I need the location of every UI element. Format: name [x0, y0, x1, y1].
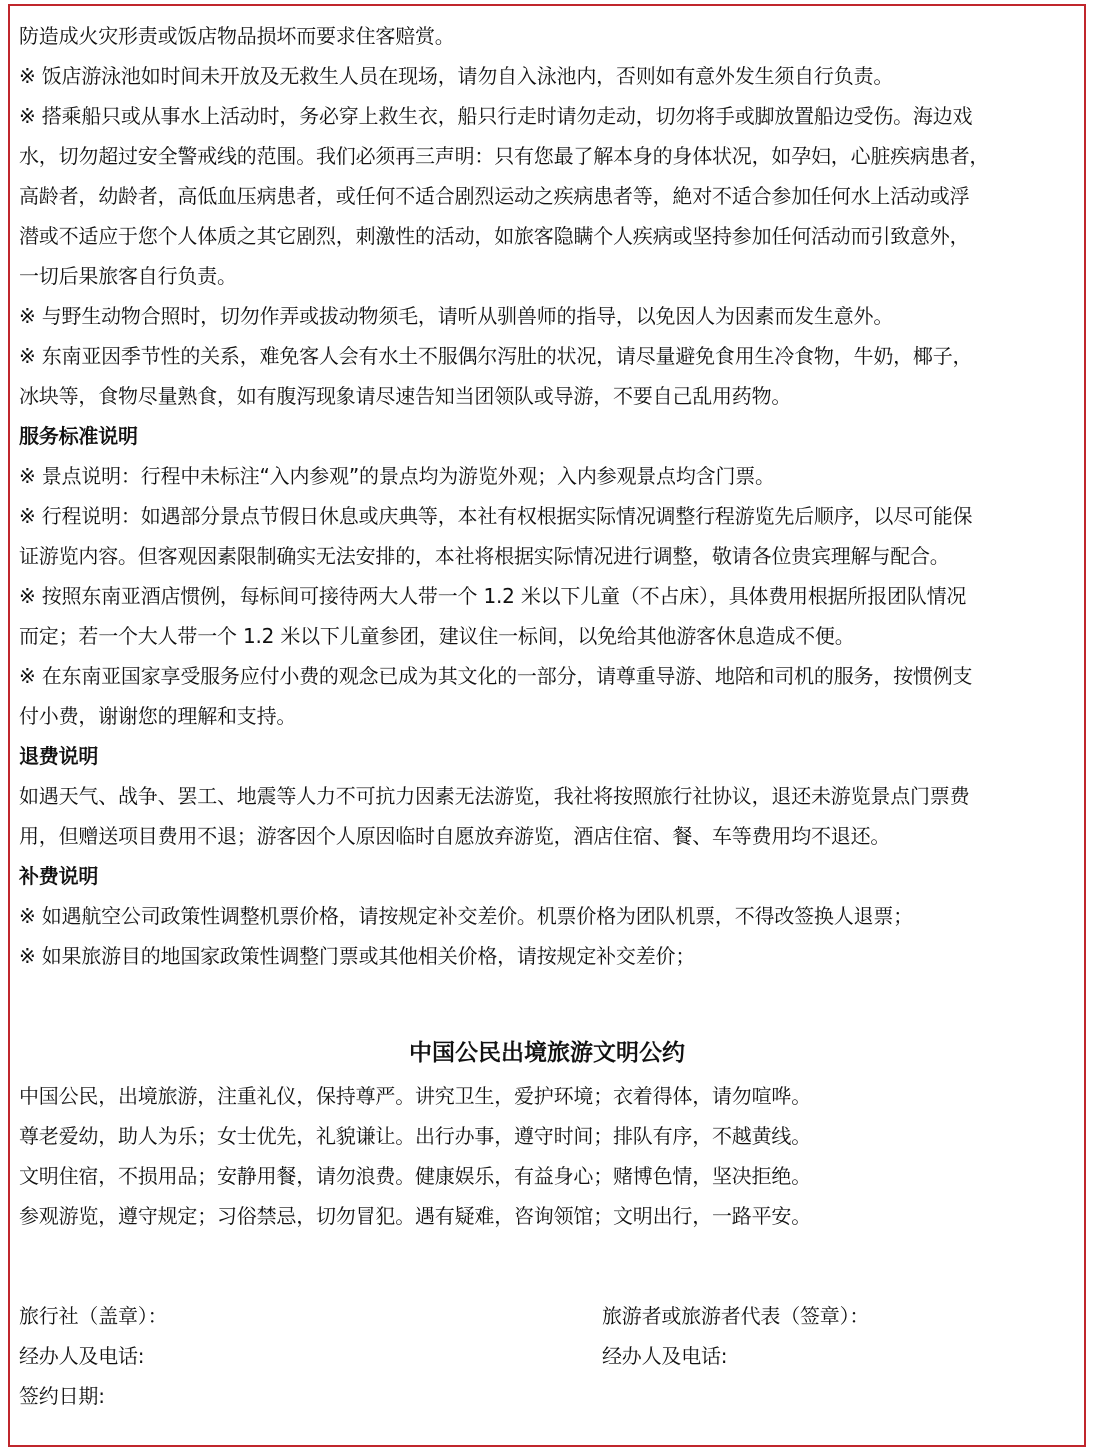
- convention-title: 中国公民出境旅游文明公约: [409, 1040, 685, 1066]
- service-itinerary: ※ 行程说明：如遇部分景点节假日休息或庆典等，本社有权根据实际情况调整行程游览先后顺序，以尽可能保: [19, 504, 973, 528]
- text-line: 防造成火灾形责或饭店物品损坏而要求住客赔赏。: [19, 24, 455, 48]
- convention-line: 中国公民，出境旅游，注重礼仪，保持尊严。讲究卫生，爱护环境；衣着得体，请勿喧哗。: [19, 1084, 811, 1108]
- service-hotel: ※ 按照东南亚酒店惯例，每标间可接待两大人带一个 1.2 米以下儿童（不占床），具体费用根据所报团队情况: [19, 584, 967, 608]
- text-line: 潜或不适应于您个人体质之其它剧烈，刺激性的活动，如旅客隐瞒个人疾病或坚持参加任何活动而引致意外，: [19, 224, 970, 248]
- text-line: 高龄者，幼龄者，高低血压病患者，或任何不适合剧烈运动之疾病患者等，絶对不适合参加任何水上活动或浮: [19, 184, 970, 208]
- section-heading-surcharge: 补费说明: [19, 864, 99, 888]
- text-line: 付小费，谢谢您的理解和支持。: [19, 704, 297, 728]
- surcharge-airline: ※ 如遇航空公司政策性调整机票价格，请按规定补交差价。机票价格为团队机票，不得改签换人退票；: [19, 904, 913, 928]
- text-line: 一切后果旅客自行负责。: [19, 264, 237, 288]
- convention-line: 参观游览，遵守规定；习俗禁忌，切勿冒犯。遇有疑难，咨询领馆；文明出行，一路平安。: [19, 1204, 811, 1228]
- convention-line: 文明住宿，不损用品；安静用餐，请勿浪费。健康娱乐，有益身心；赌博色情，坚决拒绝。: [19, 1164, 811, 1188]
- surcharge-destination: ※ 如果旅游目的地国家政策性调整门票或其他相关价格，请按规定补交差价；: [19, 944, 696, 968]
- section-heading-service: 服务标准说明: [19, 424, 138, 448]
- traveler-signature-label: 旅游者或旅游者代表（签章）：: [602, 1304, 870, 1328]
- agency-stamp-label: 旅行社（盖章）：: [19, 1304, 168, 1328]
- text-line: 水，切勿超过安全警戒线的范围。我们必须再三声明：只有您最了解本身的身体状况，如孕妇，心脏疾病患者，: [19, 144, 990, 168]
- traveler-contact-label: 经办人及电话:: [602, 1344, 728, 1368]
- text-line: 而定；若一个大人带一个 1.2 米以下儿童参团，建议住一标间，以免给其他游客休息造成不便。: [19, 624, 855, 648]
- text-line: 证游览内容。但客观因素限制确实无法安排的，本社将根据实际情况进行调整，敬请各位贵宾理解与配合。: [19, 544, 950, 568]
- text-line: 冰块等，食物尽量熟食，如有腹泻现象请尽速告知当团领队或导游，不要自己乱用药物。: [19, 384, 792, 408]
- notice-wildlife: ※ 与野生动物合照时，切勿作弄或拔动物须毛，请听从驯兽师的指导，以免因人为因素而发生意外。: [19, 304, 894, 328]
- notice-food: ※ 东南亚因季节性的关系，难免客人会有水土不服偶尔泻肚的状况，请尽量避免食用生冷食物，牛奶，椰子，: [19, 344, 973, 368]
- text-line: 用，但赠送项目费用不退；游客因个人原因临时自愿放弃游览，酒店住宿、餐、车等费用均不退还。: [19, 824, 891, 848]
- sign-date-label: 签约日期:: [19, 1384, 105, 1408]
- refund-text: 如遇天气、战争、罢工、地震等人力不可抗力因素无法游览，我社将按照旅行社协议，退还未游览景点门票费: [19, 784, 970, 808]
- notice-pool: ※ 饭店游泳池如时间未开放及无救生人员在现场，请勿自入泳池内，否则如有意外发生须自行负责。: [19, 64, 894, 88]
- service-attractions: ※ 景点说明：行程中未标注“入内参观”的景点均为游览外观；入内参观景点均含门票。: [19, 464, 775, 488]
- document-page: [8, 4, 1086, 1447]
- notice-boating: ※ 搭乘船只或从事水上活动时，务必穿上救生衣，船只行走时请勿走动，切勿将手或脚放置船边受伤。海边戏: [19, 104, 973, 128]
- agency-contact-label: 经办人及电话:: [19, 1344, 145, 1368]
- convention-line: 尊老爱幼，助人为乐；女士优先，礼貌谦让。出行办事，遵守时间；排队有序，不越黄线。: [19, 1124, 811, 1148]
- section-heading-refund: 退费说明: [19, 744, 99, 768]
- service-tips: ※ 在东南亚国家享受服务应付小费的观念已成为其文化的一部分，请尊重导游、地陪和司机的服务，按惯例支: [19, 664, 973, 688]
